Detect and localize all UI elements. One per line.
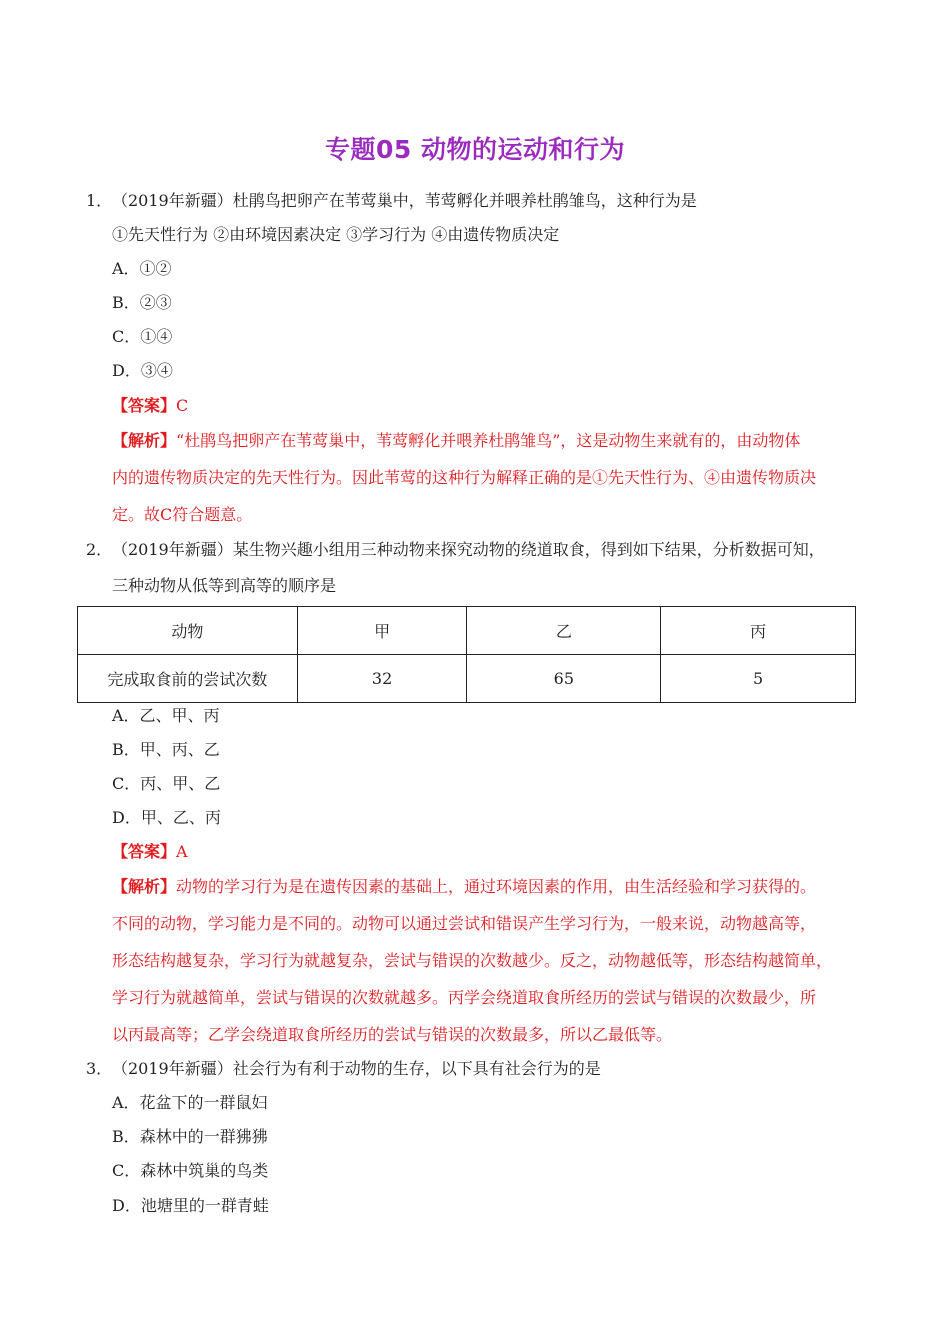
table-header-cell: 丙 bbox=[661, 607, 856, 655]
q2-analysis-line-1 bbox=[112, 877, 816, 897]
q1-analysis-tag: 【解析】 bbox=[112, 431, 177, 450]
q2-analysis-tag: 【解析】 bbox=[112, 877, 177, 896]
q2-option-d: D．甲、乙、丙 bbox=[112, 808, 221, 827]
q2-answer bbox=[112, 842, 188, 862]
table-header-cell: 甲 bbox=[297, 607, 467, 655]
table-cell: 5 bbox=[661, 655, 856, 703]
table-header-cell: 乙 bbox=[467, 607, 661, 655]
table-header-row bbox=[78, 607, 856, 655]
q1-statements: ①先天性行为 ②由环境因素决定 ③学习行为 ④由遗传物质决定 bbox=[112, 225, 560, 244]
q3-stem: （2019年新疆）社会行为有利于动物的生存，以下具有社会行为的是 bbox=[112, 1059, 601, 1078]
q1-analysis-line-3: 定。故C符合题意。 bbox=[112, 505, 253, 524]
q2-answer-tag: 【答案】 bbox=[112, 842, 177, 861]
q1-option-c: C．①④ bbox=[112, 327, 173, 346]
q1-number: 1． bbox=[86, 191, 113, 210]
table-cell: 65 bbox=[467, 655, 661, 703]
q1-answer-tag: 【答案】 bbox=[112, 396, 177, 415]
q1-option-b: B．②③ bbox=[112, 293, 172, 312]
q2-analysis-line-5: 以丙最高等；乙学会绕道取食所经历的尝试与错误的次数最多，所以乙最低等。 bbox=[112, 1025, 673, 1044]
q1-answer-value: C bbox=[176, 396, 189, 415]
q2-stem-line-1: （2019年新疆）某生物兴趣小组用三种动物来探究动物的绕道取食，得到如下结果，分析数据可知， bbox=[112, 540, 825, 559]
q2-analysis-text-1: 动物的学习行为是在遗传因素的基础上，通过环境因素的作用，由生活经验和学习获得的。 bbox=[176, 877, 817, 896]
q3-option-c: C．森林中筑巢的鸟类 bbox=[112, 1161, 269, 1180]
q2-answer-value: A bbox=[176, 842, 188, 861]
table-cell: 32 bbox=[297, 655, 467, 703]
q2-analysis-line-2: 不同的动物，学习能力是不同的。动物可以通过尝试和错误产生学习行为，一般来说，动物越高等， bbox=[112, 914, 817, 933]
q2-data-table bbox=[77, 606, 856, 703]
q3-option-a: A．花盆下的一群鼠妇 bbox=[112, 1093, 268, 1112]
table-header-cell: 动物 bbox=[78, 607, 298, 655]
q2-option-a: A．乙、甲、丙 bbox=[112, 706, 220, 725]
q2-analysis-line-4: 学习行为就越简单，尝试与错误的次数就越多。丙学会绕道取食所经历的尝试与错误的次数最少，所 bbox=[112, 988, 817, 1007]
q1-stem: （2019年新疆）杜鹃鸟把卵产在苇莺巢中，苇莺孵化并喂养杜鹃雏鸟，这种行为是 bbox=[112, 191, 697, 210]
q3-option-b: B．森林中的一群狒狒 bbox=[112, 1127, 268, 1146]
q2-number: 2． bbox=[86, 540, 113, 559]
q2-option-c: C．丙、甲、乙 bbox=[112, 774, 221, 793]
q2-analysis-line-3: 形态结构越复杂，学习行为就越复杂，尝试与错误的次数越少。反之，动物越低等，形态结构越简单， bbox=[112, 951, 833, 970]
table-cell: 完成取食前的尝试次数 bbox=[78, 655, 298, 703]
q1-option-d: D．③④ bbox=[112, 361, 173, 380]
q3-option-d: D．池塘里的一群青蛙 bbox=[112, 1196, 269, 1215]
q3-number: 3． bbox=[86, 1059, 113, 1078]
q1-analysis-line-2: 内的遗传物质决定的先天性行为。因此苇莺的这种行为解释正确的是①先天性行为、④由遗传物质决 bbox=[112, 468, 817, 487]
page-title: 专题05 动物的运动和行为 bbox=[325, 135, 625, 164]
q2-stem-line-2: 三种动物从低等到高等的顺序是 bbox=[112, 576, 337, 595]
q1-answer bbox=[112, 396, 188, 416]
q1-analysis-line-1 bbox=[112, 431, 800, 451]
q2-option-b: B．甲、丙、乙 bbox=[112, 740, 220, 759]
q1-analysis-text-1: “杜鹃鸟把卵产在苇莺巢中，苇莺孵化并喂养杜鹃雏鸟”，这是动物生来就有的，由动物体 bbox=[176, 431, 801, 450]
q1-option-a: A．①② bbox=[112, 259, 172, 278]
table-row bbox=[78, 655, 856, 703]
